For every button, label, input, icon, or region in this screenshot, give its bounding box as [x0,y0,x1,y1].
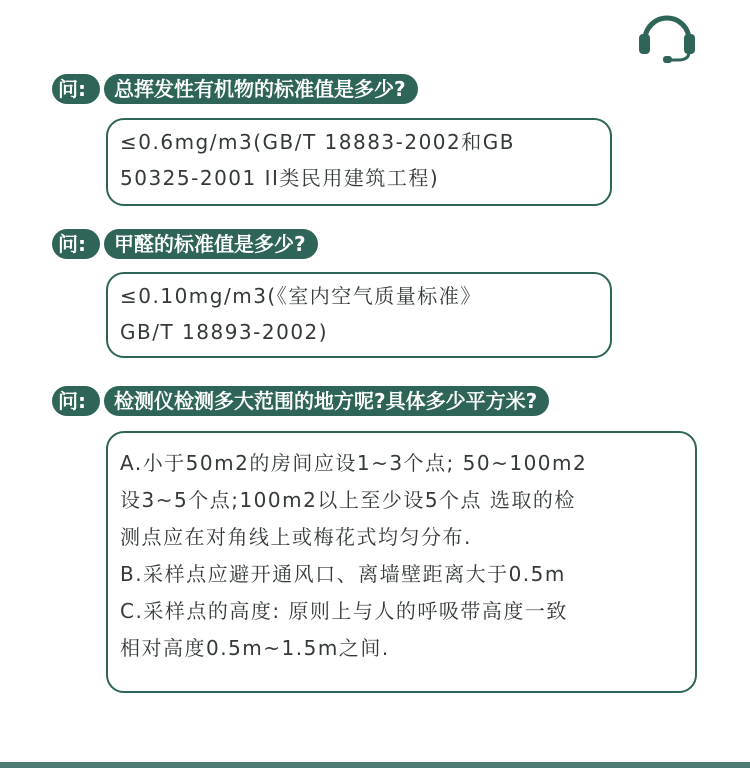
question-label: 问: [52,386,100,416]
question-label: 问: [52,74,100,104]
question-row-1 [52,74,418,104]
answer-line: 设3~5个点;100m2以上至少设5个点 选取的检 [120,488,576,512]
answer-box-3 [106,431,697,693]
question-text: 检测仪检测多大范围的地方呢?具体多少平方米? [104,386,549,416]
question-label: 问: [52,229,100,259]
answer-box-1 [106,118,612,206]
question-row-2 [52,229,318,259]
question-row-3 [52,386,549,416]
answer-box-2 [106,272,612,358]
bottom-divider [0,762,750,768]
answer-line: 50325-2001 II类民用建筑工程) [120,166,440,190]
answer-line: C.采样点的高度: 原则上与人的呼吸带高度一致 [120,599,568,623]
answer-line: 相对高度0.5m~1.5m之间. [120,636,390,660]
answer-line: ≤0.6mg/m3(GB/T 18883-2002和GB [120,130,515,154]
question-text: 甲醛的标准值是多少? [104,229,318,259]
answer-line: A.小于50m2的房间应设1~3个点; 50~100m2 [120,451,588,475]
question-text: 总挥发性有机物的标准值是多少? [104,74,418,104]
answer-line: B.采样点应避开通风口、离墙壁距离大于0.5m [120,562,566,586]
headset-icon [636,8,698,64]
answer-line: 测点应在对角线上或梅花式均匀分布. [120,525,472,549]
answer-line: GB/T 18893-2002) [120,320,329,344]
answer-line: ≤0.10mg/m3(《室内空气质量标准》 [120,284,482,308]
